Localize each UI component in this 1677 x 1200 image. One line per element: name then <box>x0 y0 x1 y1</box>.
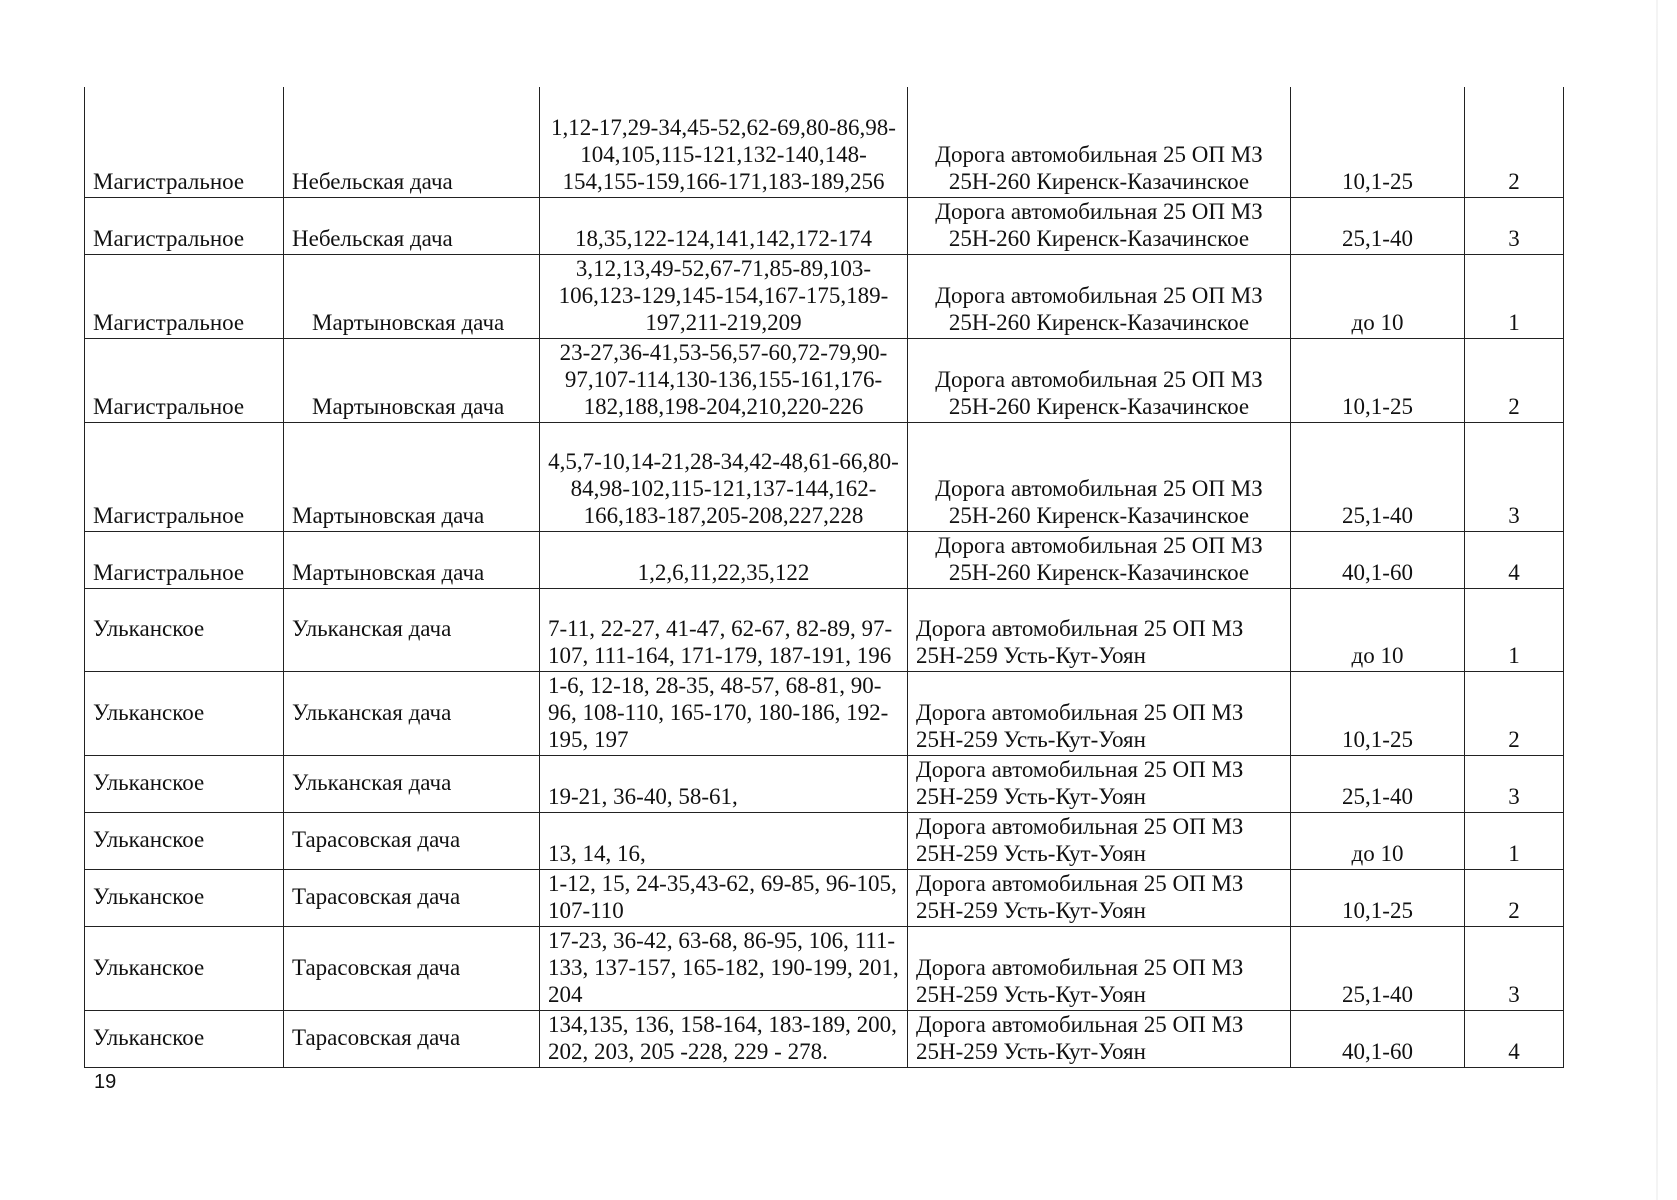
scan-edge-artifact <box>1656 0 1658 1200</box>
road-cell: Дорога автомобильная 25 ОП МЗ 25Н-260 Киренск-Казачинское <box>908 197 1291 254</box>
zone-cell: 2 <box>1465 671 1564 755</box>
forestry-cell: Магистральное <box>85 197 284 254</box>
kvartals-cell: 4,5,7-10,14-21,28-34,42-48,61-66,80-84,98-102,115-121,137-144,162-166,183-187,205-208,227,228 <box>540 422 908 531</box>
table-row <box>85 338 1564 422</box>
forestry-cell: Магистральное <box>85 422 284 531</box>
distance-cell: до 10 <box>1291 812 1465 869</box>
zone-cell: 1 <box>1465 812 1564 869</box>
distance-cell: до 10 <box>1291 588 1465 671</box>
forestry-cell: Ульканское <box>85 869 284 926</box>
table-row <box>85 671 1564 755</box>
kvartals-cell: 7-11, 22-27, 41-47, 62-67, 82-89, 97-107, 111-164, 171-179, 187-191, 196 <box>540 588 908 671</box>
table-row <box>85 87 1564 197</box>
table-row <box>85 254 1564 338</box>
road-cell: Дорога автомобильная 25 ОП МЗ 25Н-259 Усть-Кут-Уоян <box>908 812 1291 869</box>
road-cell: Дорога автомобильная 25 ОП МЗ 25Н-259 Усть-Кут-Уоян <box>908 926 1291 1010</box>
table-row <box>85 869 1564 926</box>
dacha-cell: Ульканская дача <box>284 755 540 812</box>
table-row <box>85 588 1564 671</box>
dacha-cell: Мартыновская дача <box>284 531 540 588</box>
road-cell: Дорога автомобильная 25 ОП МЗ 25Н-259 Усть-Кут-Уоян <box>908 869 1291 926</box>
forestry-cell: Ульканское <box>85 755 284 812</box>
road-cell: Дорога автомобильная 25 ОП МЗ 25Н-260 Киренск-Казачинское <box>908 531 1291 588</box>
forestry-cell: Ульканское <box>85 1010 284 1067</box>
road-cell: Дорога автомобильная 25 ОП МЗ 25Н-260 Киренск-Казачинское <box>908 422 1291 531</box>
forestry-cell: Магистральное <box>85 87 284 197</box>
table-row <box>85 531 1564 588</box>
dacha-cell: Тарасовская дача <box>284 812 540 869</box>
kvartals-cell: 1,2,6,11,22,35,122 <box>540 531 908 588</box>
table-row <box>85 812 1564 869</box>
distance-cell: 10,1-25 <box>1291 87 1465 197</box>
distance-cell: 25,1-40 <box>1291 755 1465 812</box>
kvartals-cell: 134,135, 136, 158-164, 183-189, 200, 202, 203, 205 -228, 229 - 278. <box>540 1010 908 1067</box>
zone-cell: 3 <box>1465 422 1564 531</box>
zone-cell: 4 <box>1465 1010 1564 1067</box>
dacha-cell: Тарасовская дача <box>284 926 540 1010</box>
kvartals-cell: 3,12,13,49-52,67-71,85-89,103-106,123-129,145-154,167-175,189-197,211-219,209 <box>540 254 908 338</box>
distance-cell: 25,1-40 <box>1291 197 1465 254</box>
zone-cell: 3 <box>1465 926 1564 1010</box>
distance-cell: 10,1-25 <box>1291 338 1465 422</box>
kvartals-cell: 19-21, 36-40, 58-61, <box>540 755 908 812</box>
road-cell: Дорога автомобильная 25 ОП МЗ 25Н-260 Киренск-Казачинское <box>908 254 1291 338</box>
kvartals-cell: 1-6, 12-18, 28-35, 48-57, 68-81, 90-96, 108-110, 165-170, 180-186, 192-195, 197 <box>540 671 908 755</box>
table-row <box>85 422 1564 531</box>
forestry-cell: Магистральное <box>85 254 284 338</box>
forestry-zones-table <box>84 87 1564 1068</box>
distance-cell: 40,1-60 <box>1291 531 1465 588</box>
zone-cell: 2 <box>1465 87 1564 197</box>
dacha-cell: Небельская дача <box>284 87 540 197</box>
dacha-cell: Мартыновская дача <box>284 254 540 338</box>
forestry-cell: Ульканское <box>85 812 284 869</box>
road-cell: Дорога автомобильная 25 ОП МЗ 25Н-259 Усть-Кут-Уоян <box>908 588 1291 671</box>
table-row <box>85 755 1564 812</box>
dacha-cell: Тарасовская дача <box>284 1010 540 1067</box>
road-cell: Дорога автомобильная 25 ОП МЗ 25Н-260 Киренск-Казачинское <box>908 87 1291 197</box>
kvartals-cell: 17-23, 36-42, 63-68, 86-95, 106, 111-133, 137-157, 165-182, 190-199, 201, 204 <box>540 926 908 1010</box>
forestry-cell: Магистральное <box>85 338 284 422</box>
table-row <box>85 926 1564 1010</box>
distance-cell: 25,1-40 <box>1291 422 1465 531</box>
zone-cell: 2 <box>1465 338 1564 422</box>
distance-cell: 25,1-40 <box>1291 926 1465 1010</box>
zone-cell: 3 <box>1465 755 1564 812</box>
table-row <box>85 1010 1564 1067</box>
distance-cell: 10,1-25 <box>1291 671 1465 755</box>
zone-cell: 4 <box>1465 531 1564 588</box>
distance-cell: 40,1-60 <box>1291 1010 1465 1067</box>
kvartals-cell: 1-12, 15, 24-35,43-62, 69-85, 96-105, 107-110 <box>540 869 908 926</box>
dacha-cell: Мартыновская дача <box>284 338 540 422</box>
distance-cell: до 10 <box>1291 254 1465 338</box>
dacha-cell: Ульканская дача <box>284 588 540 671</box>
zone-cell: 1 <box>1465 588 1564 671</box>
kvartals-cell: 1,12-17,29-34,45-52,62-69,80-86,98-104,105,115-121,132-140,148-154,155-159,166-171,183-189,256 <box>540 87 908 197</box>
zone-cell: 3 <box>1465 197 1564 254</box>
table-row <box>85 197 1564 254</box>
road-cell: Дорога автомобильная 25 ОП МЗ 25Н-259 Усть-Кут-Уоян <box>908 671 1291 755</box>
forestry-cell: Ульканское <box>85 588 284 671</box>
forestry-cell: Магистральное <box>85 531 284 588</box>
distance-cell: 10,1-25 <box>1291 869 1465 926</box>
dacha-cell: Ульканская дача <box>284 671 540 755</box>
dacha-cell: Мартыновская дача <box>284 422 540 531</box>
zone-cell: 1 <box>1465 254 1564 338</box>
road-cell: Дорога автомобильная 25 ОП МЗ 25Н-259 Усть-Кут-Уоян <box>908 1010 1291 1067</box>
page-number: 19 <box>94 1071 117 1093</box>
dacha-cell: Тарасовская дача <box>284 869 540 926</box>
forestry-cell: Ульканское <box>85 671 284 755</box>
kvartals-cell: 13, 14, 16, <box>540 812 908 869</box>
kvartals-cell: 18,35,122-124,141,142,172-174 <box>540 197 908 254</box>
zone-cell: 2 <box>1465 869 1564 926</box>
road-cell: Дорога автомобильная 25 ОП МЗ 25Н-260 Киренск-Казачинское <box>908 338 1291 422</box>
kvartals-cell: 23-27,36-41,53-56,57-60,72-79,90-97,107-114,130-136,155-161,176-182,188,198-204,210,220-226 <box>540 338 908 422</box>
road-cell: Дорога автомобильная 25 ОП МЗ 25Н-259 Усть-Кут-Уоян <box>908 755 1291 812</box>
dacha-cell: Небельская дача <box>284 197 540 254</box>
forestry-cell: Ульканское <box>85 926 284 1010</box>
